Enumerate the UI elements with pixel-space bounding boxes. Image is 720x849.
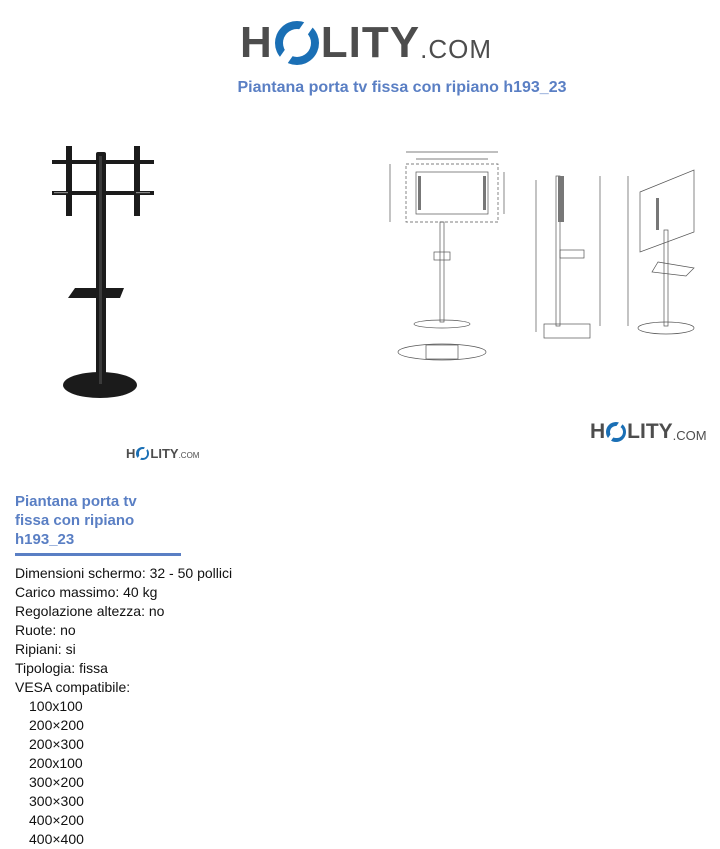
spec-shelves: Ripiani: si bbox=[15, 641, 76, 657]
logo-o-icon bbox=[275, 21, 319, 65]
spec-wheels: Ruote: no bbox=[15, 622, 76, 638]
spec-screen-size: Dimensioni schermo: 32 - 50 pollici bbox=[15, 565, 233, 581]
vesa-item: 400×400 bbox=[29, 831, 84, 847]
vesa-item: 400×200 bbox=[29, 812, 84, 828]
product-title-line: fissa con ripiano bbox=[15, 512, 135, 529]
logo-domain: .COM bbox=[178, 451, 200, 460]
vesa-item: 300×300 bbox=[29, 793, 84, 809]
logo-letters: LITY bbox=[320, 18, 421, 67]
vesa-item: 100x100 bbox=[29, 698, 83, 714]
technical-drawing bbox=[376, 140, 706, 400]
logo-letter-h: H bbox=[590, 420, 606, 443]
logo-o-icon bbox=[606, 422, 626, 442]
logo-letters: LITY bbox=[150, 446, 179, 461]
vesa-item: 200×200 bbox=[29, 717, 84, 733]
logo-letters: LITY bbox=[627, 420, 673, 443]
spec-max-load: Carico massimo: 40 kg bbox=[15, 584, 158, 600]
vesa-list bbox=[15, 697, 232, 849]
logo-letter-h: H bbox=[240, 18, 273, 67]
logo-o-icon bbox=[136, 447, 149, 460]
product-title-line: h193_23 bbox=[15, 531, 75, 548]
spec-height-adjust: Regolazione altezza: no bbox=[15, 603, 165, 619]
spec-vesa-heading: VESA compatibile: bbox=[15, 679, 131, 695]
logo-domain: .COM bbox=[672, 427, 707, 443]
product-title-line: Piantana porta tv bbox=[15, 493, 137, 510]
product-title bbox=[15, 492, 175, 549]
page-title: Piantana porta tv fissa con ripiano h193_23 bbox=[237, 79, 567, 96]
logo-domain: .COM bbox=[420, 33, 492, 64]
spec-list bbox=[15, 564, 232, 849]
spec-type: Tipologia: fissa bbox=[15, 660, 108, 676]
vesa-item: 200x100 bbox=[29, 755, 83, 771]
holity-logo-right bbox=[590, 420, 707, 444]
product-image bbox=[40, 140, 170, 410]
logo-letter-h: H bbox=[126, 446, 136, 461]
title-divider bbox=[15, 553, 181, 556]
vesa-item: 200×300 bbox=[29, 736, 84, 752]
holity-logo-small bbox=[126, 446, 199, 461]
holity-logo[interactable] bbox=[240, 18, 492, 68]
vesa-item: 300×200 bbox=[29, 774, 84, 790]
